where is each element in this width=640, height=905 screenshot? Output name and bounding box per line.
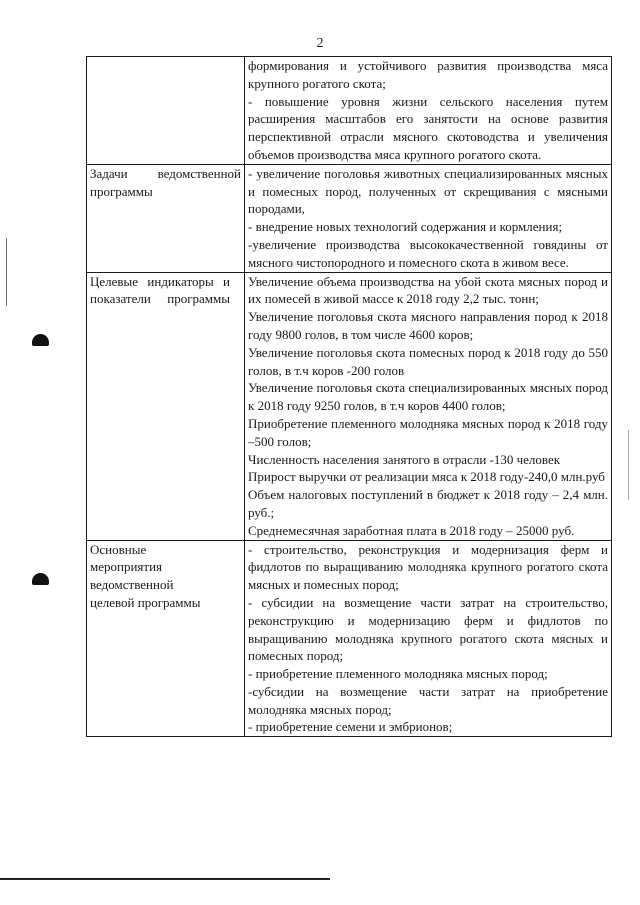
row-content — [245, 540, 612, 737]
label-text: мероприятия — [90, 559, 163, 575]
label-text: целевой программы — [90, 594, 201, 610]
label-text: Целевые индикаторы и показатели программы — [90, 273, 230, 307]
hole-punch-mark — [32, 334, 49, 346]
paragraph: Увеличение поголовья скота помесных пород к 2018 году до 550 голов, в т.ч коров -200 голов — [248, 344, 608, 378]
table-row — [87, 540, 612, 737]
paragraph: -увеличение производства высококачественной говядины от мясного чистопородного и помесного скота в живом весе. — [248, 236, 608, 270]
label-text: Основные — [90, 541, 147, 557]
paragraph: Объем налоговых поступлений в бюджет к 2018 году – 2,4 млн. руб.; — [248, 487, 608, 520]
paragraph: Увеличение объема производства на убой скота мясных пород и их помесей в живой массе к 2018 году 2,2 тыс. тонн; — [248, 273, 608, 307]
paragraph: Увеличение поголовья скота мясного направления пород к 2018 году 9800 голов, в том числе 4600 коров; — [248, 309, 608, 342]
row-content — [245, 164, 612, 272]
paragraph: - субсидии на возмещение части затрат на строительство, реконструкцию и модернизацию ферм и фидлотов по выращиванию молодняка крупного рогатого скота мясных и помесных пород; — [248, 594, 608, 664]
paragraph: - повышение уровня жизни сельского населения путем расширения масштабов его занятости на основе развития перспективной отрасли мясного скотоводства и увеличения объемов производства мяса крупного рогатого скота. — [248, 93, 608, 162]
table-row — [87, 164, 612, 272]
hole-punch-mark — [32, 573, 49, 585]
paragraph: Приобретение племенного молодняка мясных пород к 2018 году –500 голов; — [248, 415, 608, 449]
paragraph: Среднемесячная заработная плата в 2018 году – 25000 руб. — [248, 522, 575, 538]
row-label — [87, 540, 245, 737]
paragraph: -субсидии на возмещение части затрат на приобретение молодняка мясных пород; — [248, 683, 608, 717]
paragraph: - приобретение семени и эмбрионов; — [248, 719, 453, 735]
paragraph: Увеличение поголовья скота специализированных мясных пород к 2018 году 9250 голов, в т.ч коров 4400 голов; — [248, 380, 608, 414]
row-label — [87, 272, 245, 540]
page-number: 2 — [316, 36, 324, 51]
program-table — [86, 56, 612, 737]
paragraph: Прирост выручки от реализации мяса к 2018 году-240,0 млн.руб — [248, 469, 605, 485]
scan-edge-line — [628, 430, 629, 500]
row-content — [245, 272, 612, 540]
row-content — [245, 57, 612, 165]
paragraph: - увеличение поголовья животных специализированных мясных и помесных пород, полученных от скрещивания с мясными породами, — [248, 165, 608, 217]
table-row — [87, 272, 612, 540]
label-text: Задачи ведомственной программы — [90, 165, 241, 199]
table-row — [87, 57, 612, 165]
row-label — [87, 57, 245, 165]
scan-artifact-line — [6, 238, 7, 306]
paragraph: - внедрение новых технологий содержания и кормления; — [248, 219, 563, 235]
paragraph: - приобретение племенного молодняка мясных пород; — [248, 666, 548, 682]
paragraph: Численность населения занятого в отрасли -130 человек — [248, 451, 561, 467]
scan-artifact-line — [0, 878, 330, 880]
paragraph: формирования и устойчивого развития производства мяса крупного рогатого скота; — [248, 58, 608, 91]
paragraph: - строительство, реконструкция и модернизация ферм и фидлотов по выращиванию молодняка крупного рогатого скота мясных и помесных пород; — [248, 541, 608, 593]
label-text: ведомственной — [90, 577, 174, 593]
row-label — [87, 164, 245, 272]
